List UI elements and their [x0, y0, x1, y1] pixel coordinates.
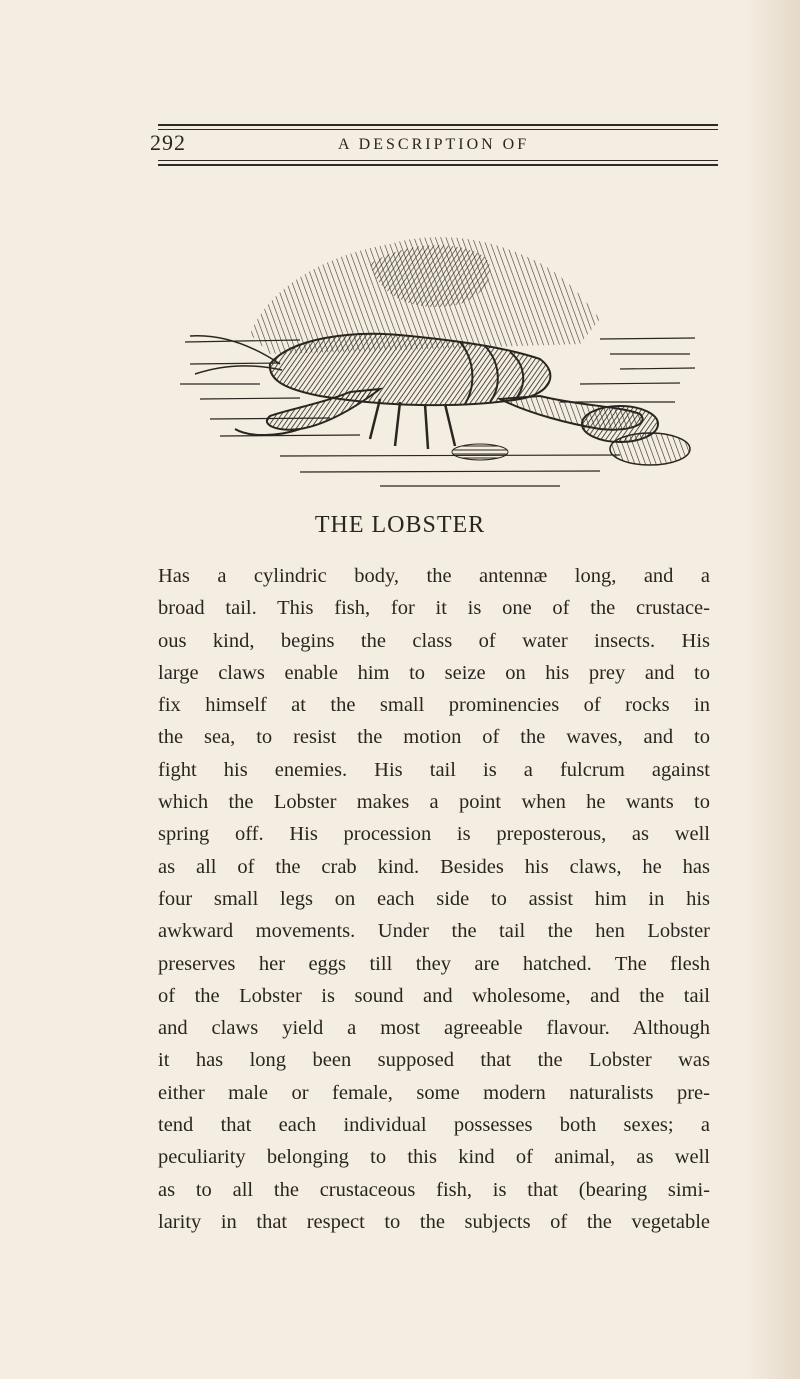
- body-line: fight his enemies. His tail is a fulcrum against: [158, 758, 710, 781]
- body-line: ous kind, begins the class of water insects. His: [158, 629, 710, 652]
- body-line: four small legs on each side to assist him in his: [158, 887, 710, 910]
- body-line: as all of the crab kind. Besides his claws, he has: [158, 855, 710, 878]
- article-title: THE LOBSTER: [314, 512, 486, 538]
- header-rule: [158, 164, 718, 166]
- body-line: it has long been supposed that the Lobster was: [158, 1049, 710, 1072]
- body-line: Has a cylindric body, the antennæ long, and a: [158, 565, 710, 587]
- body-line: as to all the crustaceous fish, is that (bearing simi-: [158, 1178, 710, 1201]
- body-line: spring off. His procession is preposterous, as well: [158, 823, 710, 846]
- body-line: awkward movements. Under the tail the hen Lobster: [158, 920, 710, 943]
- article-body: [158, 560, 710, 1238]
- body-line: the sea, to resist the motion of the waves, and to: [158, 726, 710, 749]
- body-line: peculiarity belonging to this kind of animal, as well: [158, 1146, 710, 1169]
- body-line: and claws yield a most agreeable flavour. Although: [158, 1017, 710, 1040]
- body-line: either male or female, some modern naturalists pre-: [158, 1081, 710, 1104]
- header-rule: [158, 160, 718, 161]
- body-line: larity in that respect to the subjects of the vegetable: [158, 1210, 710, 1233]
- page-number: 292: [150, 130, 186, 155]
- body-line: preserves her eggs till they are hatched. The flesh: [158, 952, 710, 975]
- header-rule: [158, 129, 718, 130]
- body-line: large claws enable him to seize on his prey and to: [158, 661, 710, 684]
- lobster-illustration: [180, 224, 700, 494]
- body-line: which the Lobster makes a point when he wants to: [158, 791, 710, 814]
- body-line: broad tail. This fish, for it is one of the crustace-: [158, 597, 710, 620]
- body-line: tend that each individual possesses both sexes; a: [158, 1114, 710, 1137]
- body-line: fix himself at the small prominencies of rocks in: [158, 694, 710, 717]
- body-line: of the Lobster is sound and wholesome, and the tail: [158, 984, 710, 1007]
- running-head: A DESCRIPTION OF: [338, 136, 530, 153]
- header-rule: [158, 124, 718, 126]
